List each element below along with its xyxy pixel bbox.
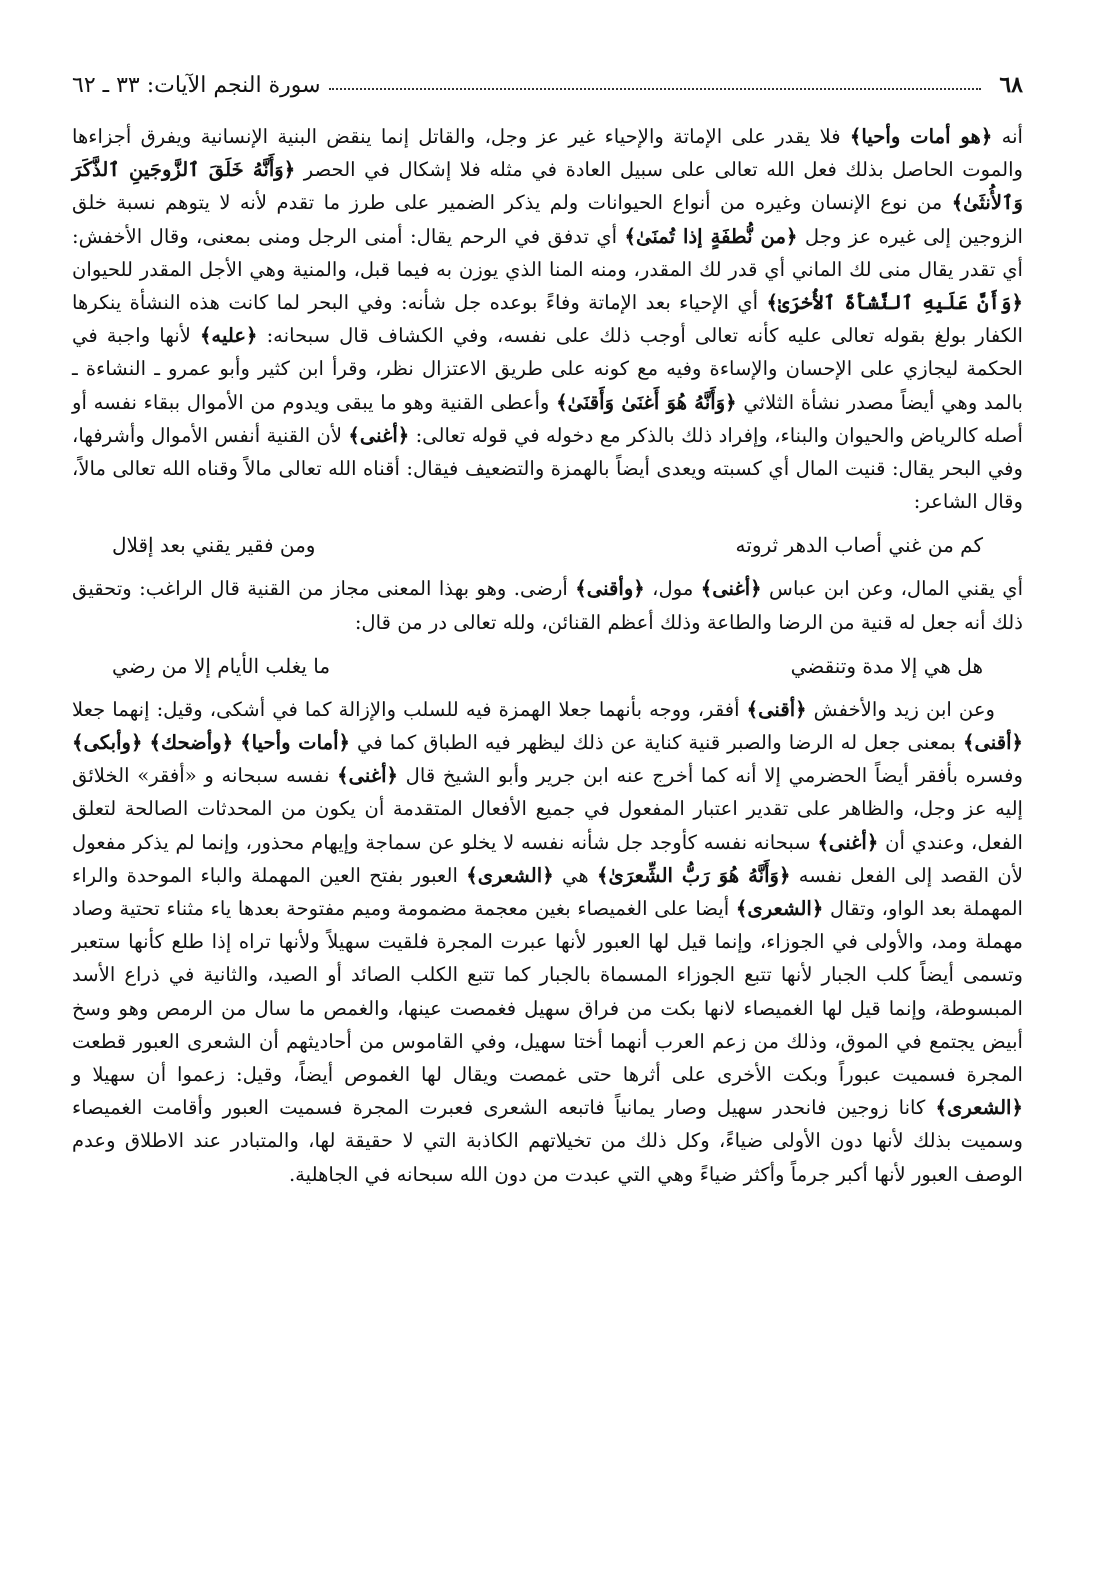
quran-quote: ﴿وأبكى﴾ (72, 731, 143, 755)
text-run: أفقر، ووجه بأنهما جعلا الهمزة فيه للسلب والإزالة كما في أشكى، وقيل: إنهما جعلا (72, 697, 747, 721)
quran-quote: ﴿وَأَنَّهُ خَلَقَ ٱلزَّوجَينِ ٱلذَّكَرَ وَٱلأُنثَىٰ﴾ (72, 158, 1023, 215)
text-run: فلا يقدر على الإماتة والإحياء غير عز وجل، والقاتل إنما ينقض البنية الإنسانية ويفرق أجزاءها والموت الحاصل بذلك فعل الله تعالى على سبيل العادة في مثله فلا إشكال في الحصر (72, 125, 1024, 182)
verse-first-hemistich: هل هي إلا مدة وتنقضي (790, 653, 983, 678)
quran-quote: ﴿هو أمات وأحيا﴾ (849, 125, 993, 148)
quran-quote: ﴿أغنى﴾ (337, 764, 398, 788)
quran-quote: ﴿من نُّطفَةٍ إذا تُمنَىٰ﴾ (624, 224, 798, 248)
quran-quote: ﴿أغنى﴾ (817, 830, 879, 854)
text-run: بمعنى جعل له الرضا والصبر قنية كناية عن ذلك ليظهر فيه الطباق كما في (350, 731, 963, 755)
text-run: أنه (992, 125, 1023, 148)
page-header (72, 68, 1023, 102)
header-dotted-leader (329, 74, 982, 90)
quran-quote: ﴿الشعرى﴾ (466, 863, 554, 887)
quran-quote: ﴿وَأَنَّ عَلَيهِ ٱلنَّشأَةَ ٱلأُخرَىٰ﴾ (766, 291, 1023, 315)
verse-first-hemistich: كم من غني أصاب الدهر ثروته (735, 533, 983, 558)
surah-title: سورة النجم الآيات: ٣٣ ـ ٦٢ (72, 72, 321, 98)
text-run: وفسره بأفقر أيضاً الحضرمي إلا أنه كما أخرج عنه ابن جرير وأبو الشيخ قال (398, 764, 1023, 788)
text-run: أرضى. وهو بهذا المعنى مجاز من القنية قال الراغب: وتحقيق ذلك أنه جعل له قنية من الرضا والطاعة وذلك أعظم القنائن، ولله تعالى در من قال: (72, 577, 1023, 634)
quran-quote: ﴿وأضحك﴾ (149, 731, 234, 755)
quran-quote: ﴿وَأَنَّهُ هُوَ رَبُّ الشِّعرَىٰ﴾ (597, 863, 791, 887)
text-run: هي (553, 863, 598, 887)
quran-quote: ﴿أغنى﴾ (348, 423, 410, 447)
text-run: من نوع الإنسان وغيره من أنواع الحيوانات ولم يذكر الضمير على طرز ما تقدم لأنه لا يتوهم نسبة خلق الزوجين إلى غيره عز وجل (72, 191, 1024, 248)
commentary-paragraph (72, 572, 1023, 638)
verse-second-hemistich: ما يغلب الأيام إلا من رضي (112, 653, 331, 678)
text-run: كانا زوجين فانحدر سهيل وصار يمانياً فاتبعه الشعرى فعبرت المجرة فسميت العبور وأقامت الغميصاء وسميت بذلك لأنها دون الأولى ضياءً، وكل ذلك من تخيلاتهم الكاذبة التي لا حقيقة لها، والمتبادر عند الاطلاق وعدم الوصف العبور لأنها أكبر جرماً وأكثر ضياءً وهي التي عبدت من دون الله سبحانه في الجاهلية. (72, 1096, 1023, 1186)
text-run: لأنها واجبة في الحكمة ليجازي على الإحسان والإساءة وفيه مع كونه على طريق الاعتزال نظر، وقرأ ابن كثير وأبو عمرو ـ النشاءة ـ بالمد وهي أيضاً مصدر نشأة الثلاثي (72, 324, 1023, 414)
quran-quote: ﴿أقنى﴾ (962, 731, 1023, 755)
text-run: أي الإحياء بعد الإماتة وفاءً بوعده جل شأنه: وفي البحر لما كانت هذه النشأة ينكرها الكفار بولغ بقوله تعالى عليه كأنه تعالى أوجب ذلك على نفسه، وفي الكشاف قال سبحانه: (72, 291, 1024, 348)
text-run: لأن القنية أنفس الأموال وأشرفها، وفي البحر يقال: قنيت المال أي كسبته ويعدى أيضاً بالهمزة والتضعيف فيقال: أقناه الله تعالى مالاً وقناه الله تعالى مالاً، وقال الشاعر: (72, 423, 1023, 514)
text-run: أيضا على الغميصاء بغين معجمة مضمومة وميم مفتوحة بعدها ياء مثناء تحتية وصاد مهملة ومد، والأولى في الجوزاء، وإنما قيل لها العبور لأنها عبرت المجرة فلقيت سهيلاً ولأنها تراه إذا طلع كأنها ستعبر وتسمى أيضاً كلب الجبار لأنها تتبع الجوزاء المسماة بالجبار كما تتبع الكلب الصائد أو الصيد، والثانية في ذراع الأسد المبسوطة، وإنما قيل لها الغميصاء لانها بكت من فراق سهيل فغمصت عينها، والغمص ما سال من الرمص وهو وسخ أبيض يجتمع في الموق، وذلك من زعم العرب أنهما أختا سهيل، وفي القاموس من أحاديثهم أن الشعرى العبور قطعت المجرة فسميت عبوراً وبكت الأخرى على أثرها حتى غمصت ويقال لها الغموص أيضاً، وقيل: زعموا أن سهيلا و (72, 897, 1023, 1087)
quran-quote: ﴿وأقنى﴾ (575, 577, 645, 601)
text-run (142, 731, 149, 754)
text-run: سبحانه نفسه كأوجد جل شأنه نفسه لا يخلو عن سماجة وإيهام محذور، وإنما لم يذكر مفعول لأن القصد إلى الفعل نفسه (72, 830, 1023, 887)
quran-quote: ﴿الشعرى﴾ (735, 897, 824, 921)
quran-quote: ﴿عليه﴾ (199, 324, 258, 348)
poetry-verse (72, 649, 1023, 683)
text-run: مول، (644, 577, 701, 601)
text-run: أي يقني المال، وعن ابن عباس (761, 577, 1024, 601)
quran-quote: ﴿أغنى﴾ (700, 577, 762, 601)
page-body (72, 120, 1023, 1193)
quran-quote: ﴿الشعرى﴾ (935, 1096, 1023, 1120)
quran-quote: ﴿وَأَنَّهُ هُوَ أَغنَىٰ وَأَقنَىٰ﴾ (556, 390, 737, 414)
commentary-paragraph (72, 693, 1023, 1191)
text-run: العبور بفتح العين المهملة والباء الموحدة والراء المهملة بعد الواو، وتقال (72, 863, 1023, 921)
text-run: وعن ابن زيد والأخفش (806, 697, 995, 721)
quran-quote: ﴿أقنى﴾ (746, 697, 807, 721)
poetry-verse (72, 528, 1023, 562)
quran-quote: ﴿أمات وأحيا﴾ (240, 731, 350, 755)
verse-second-hemistich: ومن فقير يقني بعد إقلال (112, 533, 316, 558)
text-run: نفسه سبحانه و «أفقر» الخلائق إليه عز وجل، والظاهر على تقدير اعتبار المفعول في جميع الأفعال المتقدمة أن يكون من المحدثات الصالحة لتعلق الفعل، وعندي أن (72, 764, 1023, 854)
page-number: ٦٨ (999, 72, 1023, 98)
commentary-paragraph (72, 120, 1023, 518)
text-run: وأعطى القنية وهو ما يبقى ويدوم من الأموال ببقاء نفسه أو أصله كالرياض والحيوان والبناء، وإفراد ذلك بالذكر مع دخوله في قوله تعالى: (72, 390, 1023, 447)
text-run: أي تدفق في الرحم يقال: أمنى الرجل ومنى بمعنى، وقال الأخفش: أي تقدر يقال منى لك الماني أي قدر لك المقدر، ومنه المنا الذي يوزن به فيما قبل، والمنية وهي الأجل المقدر للحيوان (72, 224, 1023, 281)
